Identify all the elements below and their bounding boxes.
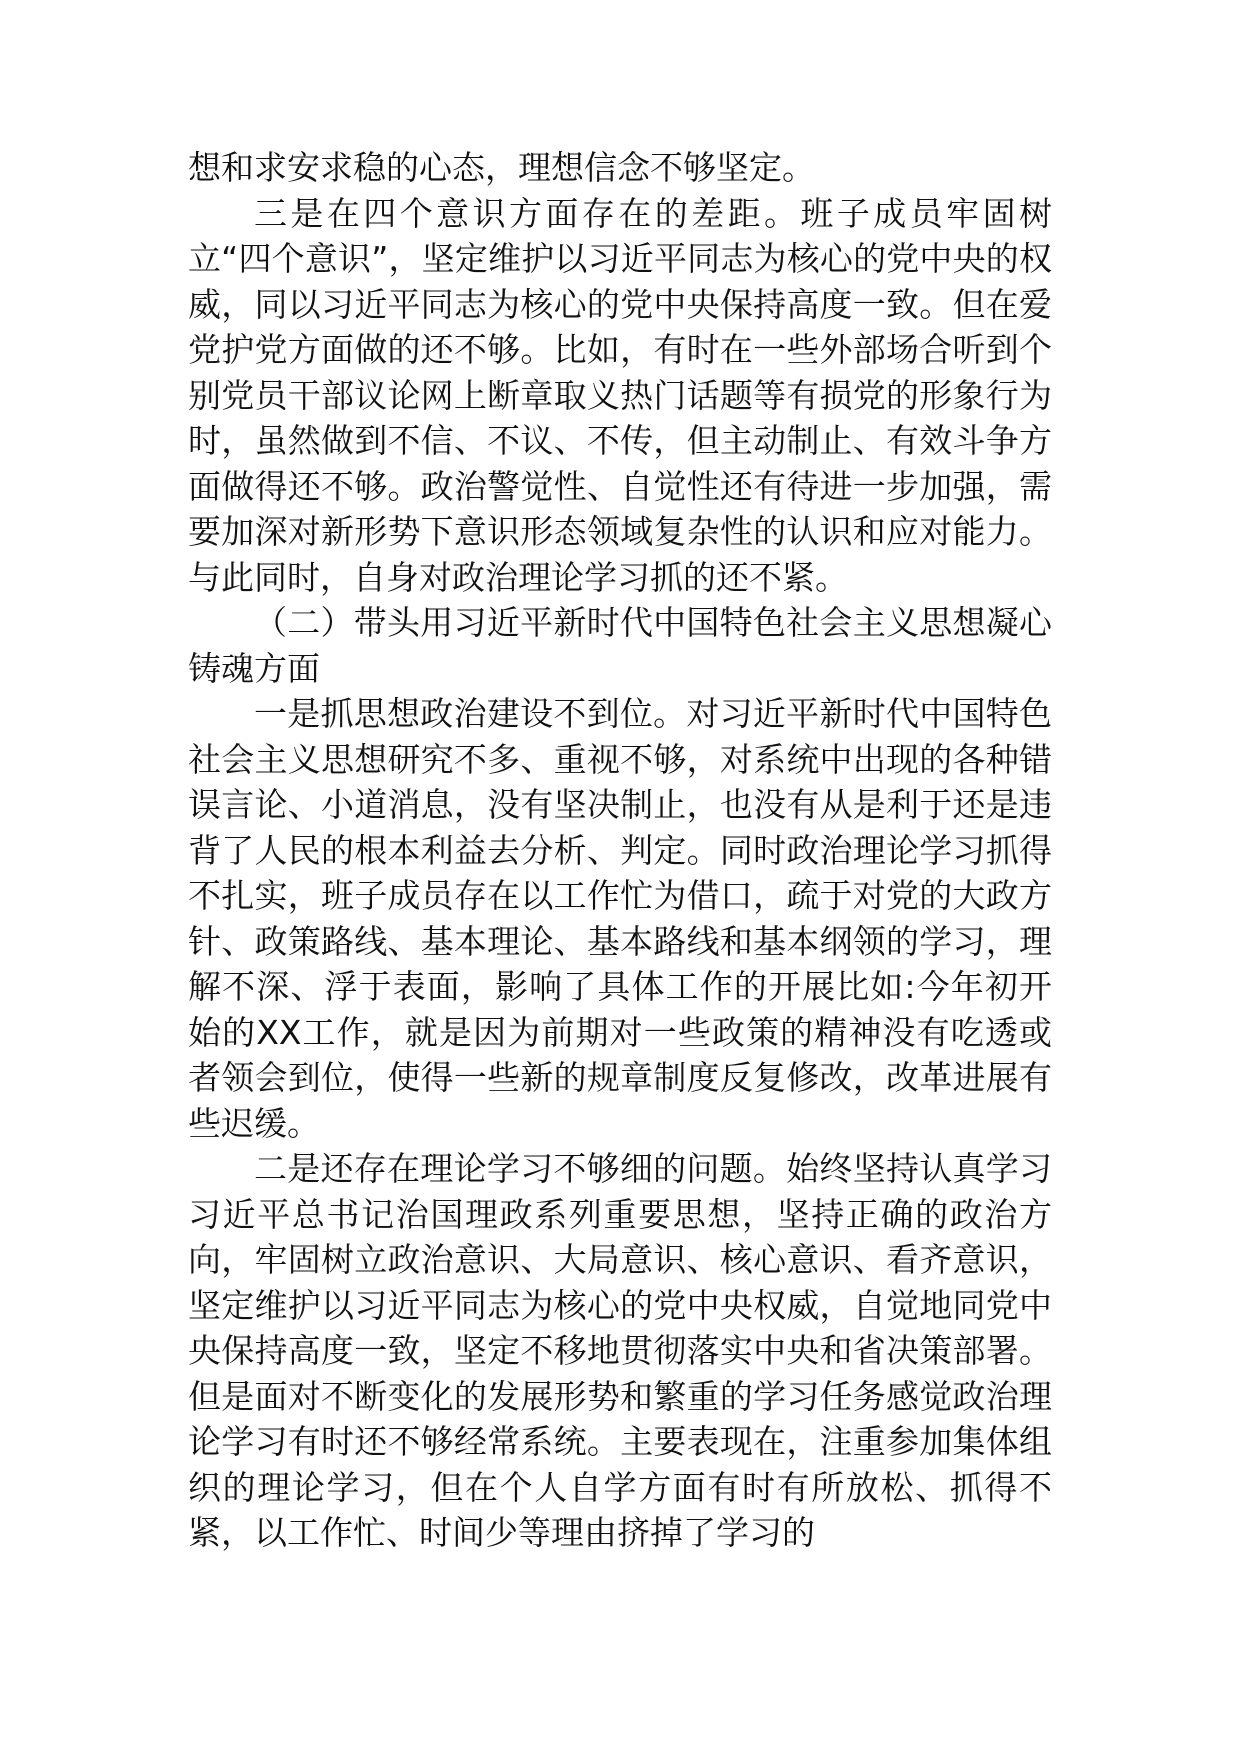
- paragraph-ideological-construction: 一是抓思想政治建设不到位。对习近平新时代中国特色社会主义思想研究不多、重视不够，对系统中出现的各种错误言论、小道消息，没有坚决制止，也没有从是利于还是违背了人民的根本利益去分析、判定。同时政治理论学习抓得不扎实，班子成员存在以工作忙为借口，疏于对党的大政方针、政策路线、基本理论、基本路线和基本纲领的学习，理解不深、浮于表面，影响了具体工作的开展比如:今年初开始的XX工作，就是因为前期对一些政策的精神没有吃透或者领会到位，使得一些新的规章制度反复修改，改革进展有些迟缓。: [188, 694, 1052, 1143]
- document-body: [188, 145, 1052, 1556]
- paragraph-four-consciousness-gap: 三是在四个意识方面存在的差距。班子成员牢固树立“四个意识”，坚定维护以习近平同志为核心的党中央的权威，同以习近平同志为核心的党中央保持高度一致。但在爱党护党方面做的还不够。比如，有时在一些外部场合听到个别党员干部议论网上断章取义热门话题等有损党的形象行为时，虽然做到不信、不议、不传，但主动制止、有效斗争方面做得还不够。政治警觉性、自觉性还有待进一步加强，需要加深对新形势下意识形态领域复杂性的认识和应对能力。与此同时，自身对政治理论学习抓的还不紧。: [188, 193, 1052, 597]
- paragraph-theory-study: 二是还存在理论学习不够细的问题。始终坚持认真学习习近平总书记治国理政系列重要思想，坚持正确的政治方向，牢固树立政治意识、大局意识、核心意识、看齐意识，坚定维护以习近平同志为核心的党中央权威，自觉地同党中央保持高度一致，坚定不移地贯彻落实中央和省决策部署。但是面对不断变化的发展形势和繁重的学习任务感觉政治理论学习有时还不够经常系统。主要表现在，注重参加集体组织的理论学习，但在个人自学方面有时有所放松、抓得不紧，以工作忙、时间少等理由挤掉了学习的: [188, 1149, 1052, 1552]
- paragraph-continuation: 想和求安求稳的心态，理想信念不够坚定。: [188, 148, 815, 187]
- section-heading-2: （二）带头用习近平新时代中国特色社会主义思想凝心铸魂方面: [188, 603, 1052, 688]
